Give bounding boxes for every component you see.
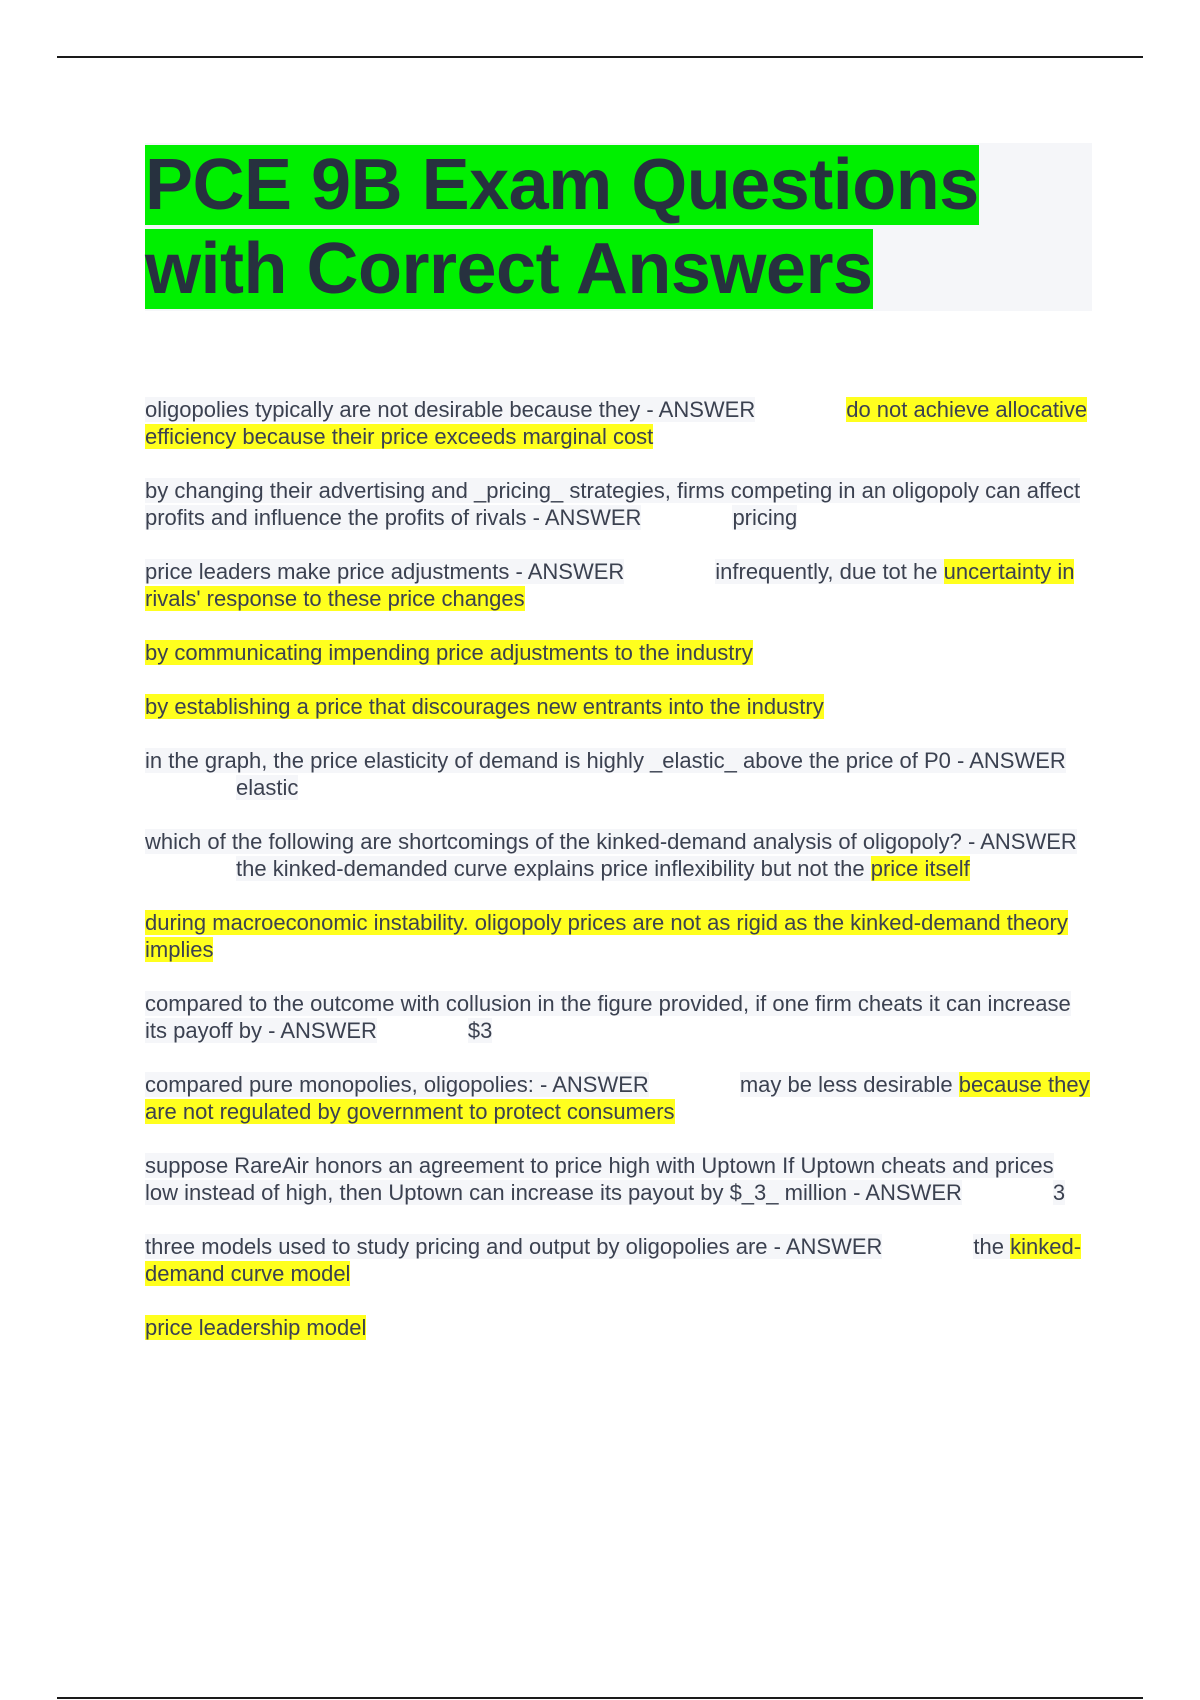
question-text: which of the following are shortcomings of the kinked-demand analysis of oligopoly? -: [145, 829, 981, 854]
answer-text: elastic: [236, 775, 299, 800]
qa-item: [145, 747, 1092, 801]
question-text: compared pure monopolies, oligopolies: -: [145, 1072, 553, 1097]
title-line-1: PCE 9B Exam Questions: [145, 145, 979, 225]
document-page: [145, 143, 1092, 1368]
answer-text: $3: [467, 1018, 493, 1043]
answer-highlight: price itself: [870, 856, 970, 881]
answer-label: ANSWER: [280, 1018, 377, 1043]
question-text: in the graph, the price elasticity of demand is highly _elastic_ above the price of P0 -: [145, 748, 970, 773]
qa-item: [145, 1071, 1092, 1125]
answer-text: may be less desirable: [739, 1072, 959, 1097]
qa-item: [145, 396, 1092, 450]
title-line-2: with Correct Answers: [145, 229, 873, 309]
answer-highlight: kinked-demand curve model: [145, 1234, 1082, 1286]
question-text: suppose RareAir honors an agreement to price high with Uptown If Uptown cheats and prices low instead of high, then Uptown can increase its payout by $_3_ million -: [145, 1153, 1054, 1205]
qa-item: [145, 990, 1092, 1044]
question-text: compared to the outcome with collusion in the figure provided, if one firm cheats it can increase its payoff by -: [145, 991, 1071, 1043]
answer-label: ANSWER: [785, 1234, 883, 1259]
qa-item: [145, 693, 1092, 720]
qa-item: [145, 639, 1092, 666]
answer-label: ANSWER: [865, 1180, 962, 1205]
question-text: price leaders make price adjustments -: [145, 559, 528, 584]
answer-label: ANSWER: [658, 397, 756, 422]
answer-highlight: during macroeconomic instability. oligopoly prices are not as rigid as the kinked-demand theory implies: [145, 910, 1068, 962]
bottom-rule: [57, 1697, 1143, 1699]
qa-item: [145, 477, 1092, 531]
qa-item: [145, 828, 1092, 882]
qa-list: [145, 396, 1092, 1341]
answer-highlight: price leadership model: [145, 1315, 367, 1340]
answer-label: ANSWER: [980, 829, 1077, 854]
answer-text: 3: [1052, 1180, 1066, 1205]
answer-text: the: [973, 1234, 1011, 1259]
question-text: oligopolies typically are not desirable because they -: [145, 397, 659, 422]
document-title: [145, 143, 1092, 311]
qa-item: [145, 1314, 1092, 1341]
answer-highlight: do not achieve allocative efficiency because their price exceeds marginal cost: [145, 397, 1088, 449]
answer-text: pricing: [732, 505, 798, 530]
answer-highlight: by communicating impending price adjustments to the industry: [145, 640, 753, 665]
answer-text: the kinked-demanded curve explains price inflexibility but not the: [236, 856, 871, 881]
title-block: [145, 143, 1092, 311]
qa-item: [145, 1233, 1092, 1287]
answer-label: ANSWER: [969, 748, 1066, 773]
answer-highlight: because they are not regulated by government to protect consumers: [145, 1072, 1090, 1124]
question-text: three models used to study pricing and output by oligopolies are -: [145, 1234, 786, 1259]
answer-label: ANSWER: [527, 559, 625, 584]
qa-item: [145, 909, 1092, 963]
answer-label: ANSWER: [552, 1072, 649, 1097]
qa-item: [145, 1152, 1092, 1206]
top-rule: [57, 56, 1143, 58]
answer-highlight: by establishing a price that discourages new entrants into the industry: [145, 694, 824, 719]
answer-highlight: uncertainty in rivals' response to these price changes: [145, 559, 1075, 611]
answer-label: ANSWER: [544, 505, 642, 530]
answer-text: infrequently, due tot he: [715, 559, 944, 584]
qa-item: [145, 558, 1092, 612]
question-text: by changing their advertising and _pricing_ strategies, firms competing in an oligopoly can affect profits and influence the profits of rivals -: [145, 478, 1081, 530]
